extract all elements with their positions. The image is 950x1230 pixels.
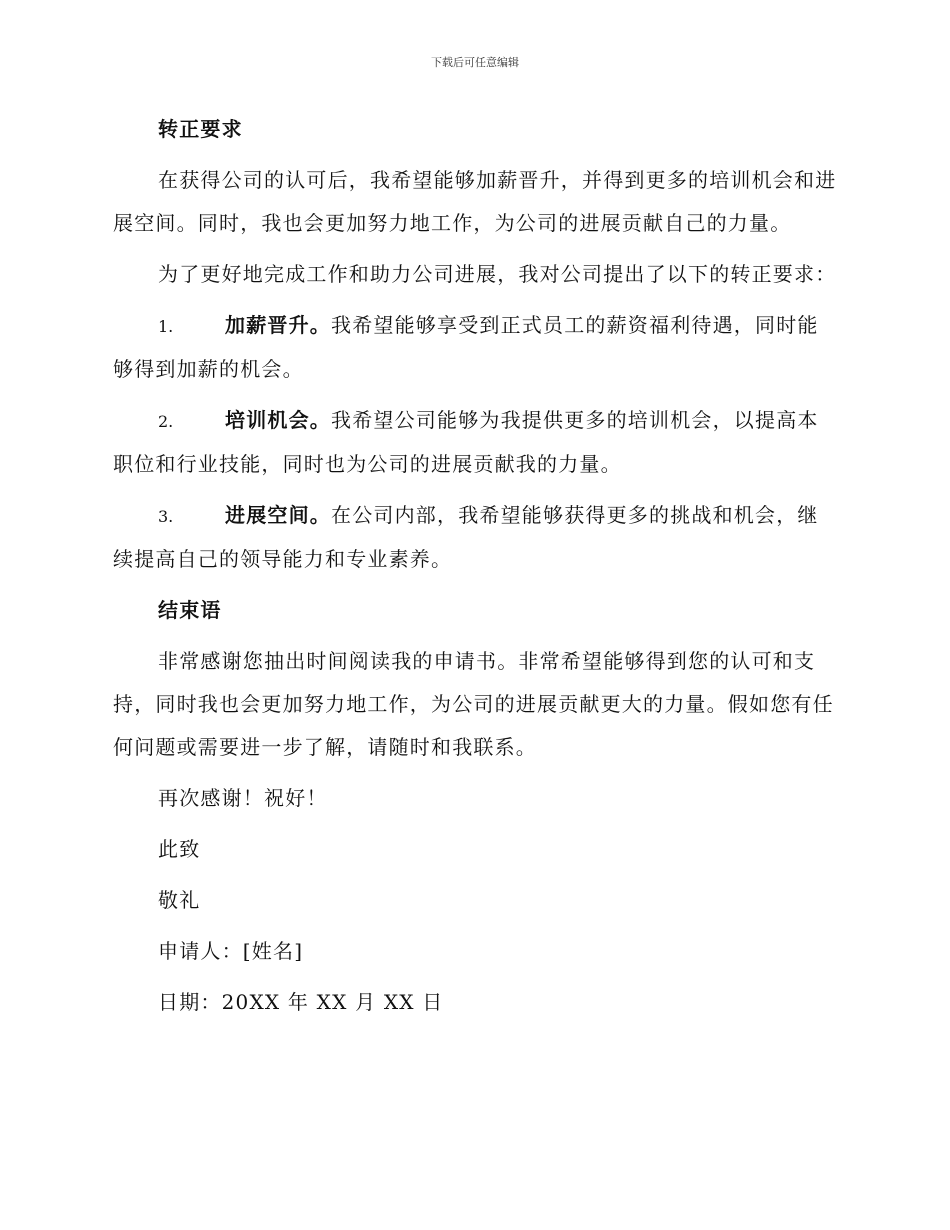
date-line: 日期：20XX 年 XX 月 XX 日 [158, 990, 444, 1014]
list-item-number: 2. [158, 412, 174, 431]
section-heading-requirements: 转正要求 [158, 117, 243, 141]
header-note: 下载后可任意编辑 [431, 56, 519, 69]
list-item-number: 3. [158, 507, 174, 526]
list-item-text: 我希望能够享受到正式员工的薪资福利待遇，同时能够得到加薪的机会。 [113, 313, 819, 381]
list-item-label: 进展空间。 [225, 503, 331, 527]
document-body [113, 108, 838, 1032]
closing-line-2: 敬礼 [158, 888, 201, 912]
list-item-label: 加薪晋升。 [225, 313, 331, 337]
list-item-text: 我希望公司能够为我提供更多的培训机会，以提高本职位和行业技能，同时也为公司的进展贡献我的力量。 [113, 408, 819, 476]
applicant-line: 申请人：[姓名] [158, 939, 304, 963]
closing-line-1: 此致 [158, 837, 201, 861]
list-item-label: 培训机会。 [225, 408, 331, 432]
paragraph-intro-requirements: 为了更好地完成工作和助力公司进展，我对公司提出了以下的转正要求： [158, 262, 837, 286]
list-item [113, 494, 838, 581]
paragraph-conclusion: 非常感谢您抽出时间阅读我的申请书。非常希望能够得到您的认可和支持，同时我也会更加努力地工作，为公司的进展贡献更大的力量。假如您有任何问题或需要进一步了解，请随时和我联系。 [113, 649, 834, 759]
thanks-line: 再次感谢！祝好！ [158, 786, 328, 810]
list-item-number: 1. [158, 317, 174, 336]
list-item-text: 在公司内部，我希望能够获得更多的挑战和机会，继续提高自己的领导能力和专业素养。 [113, 503, 819, 571]
section-heading-conclusion: 结束语 [158, 598, 222, 622]
paragraph-expectation: 在获得公司的认可后，我希望能够加薪晋升，并得到更多的培训机会和进展空间。同时，我也会更加努力地工作，为公司的进展贡献自己的力量。 [113, 168, 837, 235]
list-item [113, 304, 838, 391]
list-item [113, 399, 838, 486]
